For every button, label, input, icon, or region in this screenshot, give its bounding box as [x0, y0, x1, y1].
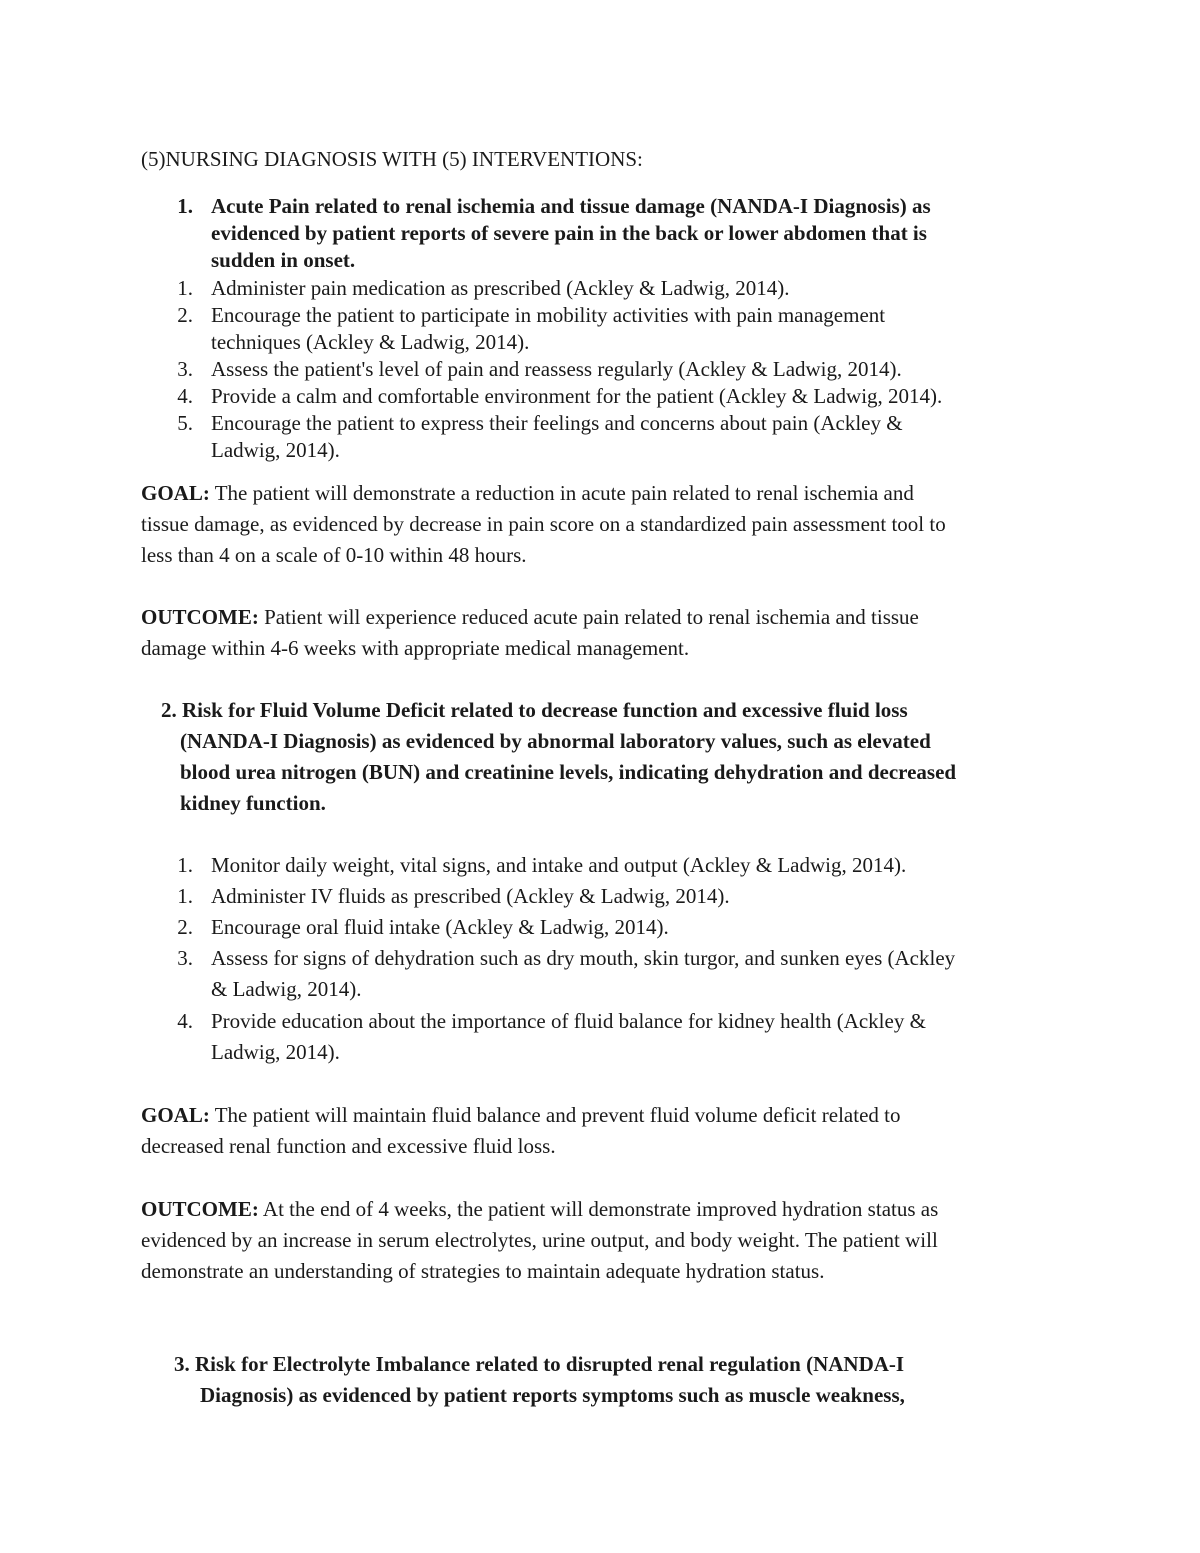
diagnosis-line: Diagnosis) as evidenced by patient reports symptoms such as muscle weakness,: [200, 1383, 905, 1407]
list-number: 4.: [177, 1009, 193, 1033]
diagnosis-line: sudden in onset.: [211, 248, 356, 272]
goal-label: GOAL:: [141, 1103, 210, 1127]
list-text: & Ladwig, 2014).: [211, 977, 362, 1001]
goal-text: less than 4 on a scale of 0-10 within 48 hours.: [141, 543, 527, 567]
list-text: Assess for signs of dehydration such as dry mouth, skin turgor, and sunken eyes (Ackley: [211, 946, 956, 970]
list-text: Monitor daily weight, vital signs, and intake and output (Ackley & Ladwig, 2014).: [211, 853, 907, 877]
goal-label: GOAL:: [141, 481, 210, 505]
diagnosis-line: evidenced by patient reports of severe pain in the back or lower abdomen that is: [211, 221, 927, 245]
list-number: 2.: [177, 303, 193, 327]
diagnosis-line: kidney function.: [180, 791, 326, 815]
outcome-label: OUTCOME:: [141, 605, 259, 629]
list-text: Ladwig, 2014).: [211, 1040, 340, 1064]
goal-text: decreased renal function and excessive fluid loss.: [141, 1134, 556, 1158]
diagnosis-line: Acute Pain related to renal ischemia and tissue damage (NANDA-I Diagnosis) as: [211, 194, 931, 218]
goal-text: tissue damage, as evidenced by decrease in pain score on a standardized pain assessment tool to: [141, 512, 946, 536]
list-text: Encourage the patient to participate in mobility activities with pain management: [211, 303, 886, 327]
list-text: Ladwig, 2014).: [211, 438, 340, 462]
list-number: 4.: [177, 384, 193, 408]
list-number: 5.: [177, 411, 193, 435]
outcome-text: demonstrate an understanding of strategies to maintain adequate hydration status.: [141, 1259, 825, 1283]
diagnosis-line: (NANDA-I Diagnosis) as evidenced by abnormal laboratory values, such as elevated: [180, 729, 931, 753]
list-text: techniques (Ackley & Ladwig, 2014).: [211, 330, 530, 354]
list-number: 3.: [177, 946, 193, 970]
list-number: 1.: [177, 853, 193, 877]
list-text: Administer pain medication as prescribed (Ackley & Ladwig, 2014).: [211, 276, 790, 300]
list-text: Encourage the patient to express their feelings and concerns about pain (Ackley &: [211, 411, 903, 435]
diagnosis-number: 1.: [177, 194, 193, 218]
goal-text: The patient will demonstrate a reduction in acute pain related to renal ischemia and: [209, 481, 914, 505]
outcome-text: damage within 4-6 weeks with appropriate medical management.: [141, 636, 690, 660]
outcome-text: Patient will experience reduced acute pain related to renal ischemia and tissue: [258, 605, 919, 629]
outcome-text: evidenced by an increase in serum electrolytes, urine output, and body weight. The patient will: [141, 1228, 938, 1252]
goal-text: The patient will maintain fluid balance and prevent fluid volume deficit related to: [209, 1103, 901, 1127]
page-heading: (5)NURSING DIAGNOSIS WITH (5) INTERVENTIONS:: [141, 147, 643, 171]
diagnosis-line: 3. Risk for Electrolyte Imbalance related to disrupted renal regulation (NANDA-I: [174, 1352, 905, 1376]
list-text: Encourage oral fluid intake (Ackley & Ladwig, 2014).: [211, 915, 669, 939]
list-number: 3.: [177, 357, 193, 381]
diagnosis-line: blood urea nitrogen (BUN) and creatinine levels, indicating dehydration and decreased: [180, 760, 957, 784]
list-text: Provide education about the importance of fluid balance for kidney health (Ackley &: [211, 1009, 926, 1033]
list-number: 1.: [177, 884, 193, 908]
list-text: Provide a calm and comfortable environment for the patient (Ackley & Ladwig, 2014).: [211, 384, 943, 408]
outcome-text: At the end of 4 weeks, the patient will demonstrate improved hydration status as: [258, 1197, 939, 1221]
diagnosis-line: 2. Risk for Fluid Volume Deficit related to decrease function and excessive fluid loss: [161, 698, 908, 722]
list-number: 2.: [177, 915, 193, 939]
list-text: Assess the patient's level of pain and reassess regularly (Ackley & Ladwig, 2014).: [211, 357, 902, 381]
list-text: Administer IV fluids as prescribed (Ackley & Ladwig, 2014).: [211, 884, 730, 908]
outcome-label: OUTCOME:: [141, 1197, 259, 1221]
list-number: 1.: [177, 276, 193, 300]
